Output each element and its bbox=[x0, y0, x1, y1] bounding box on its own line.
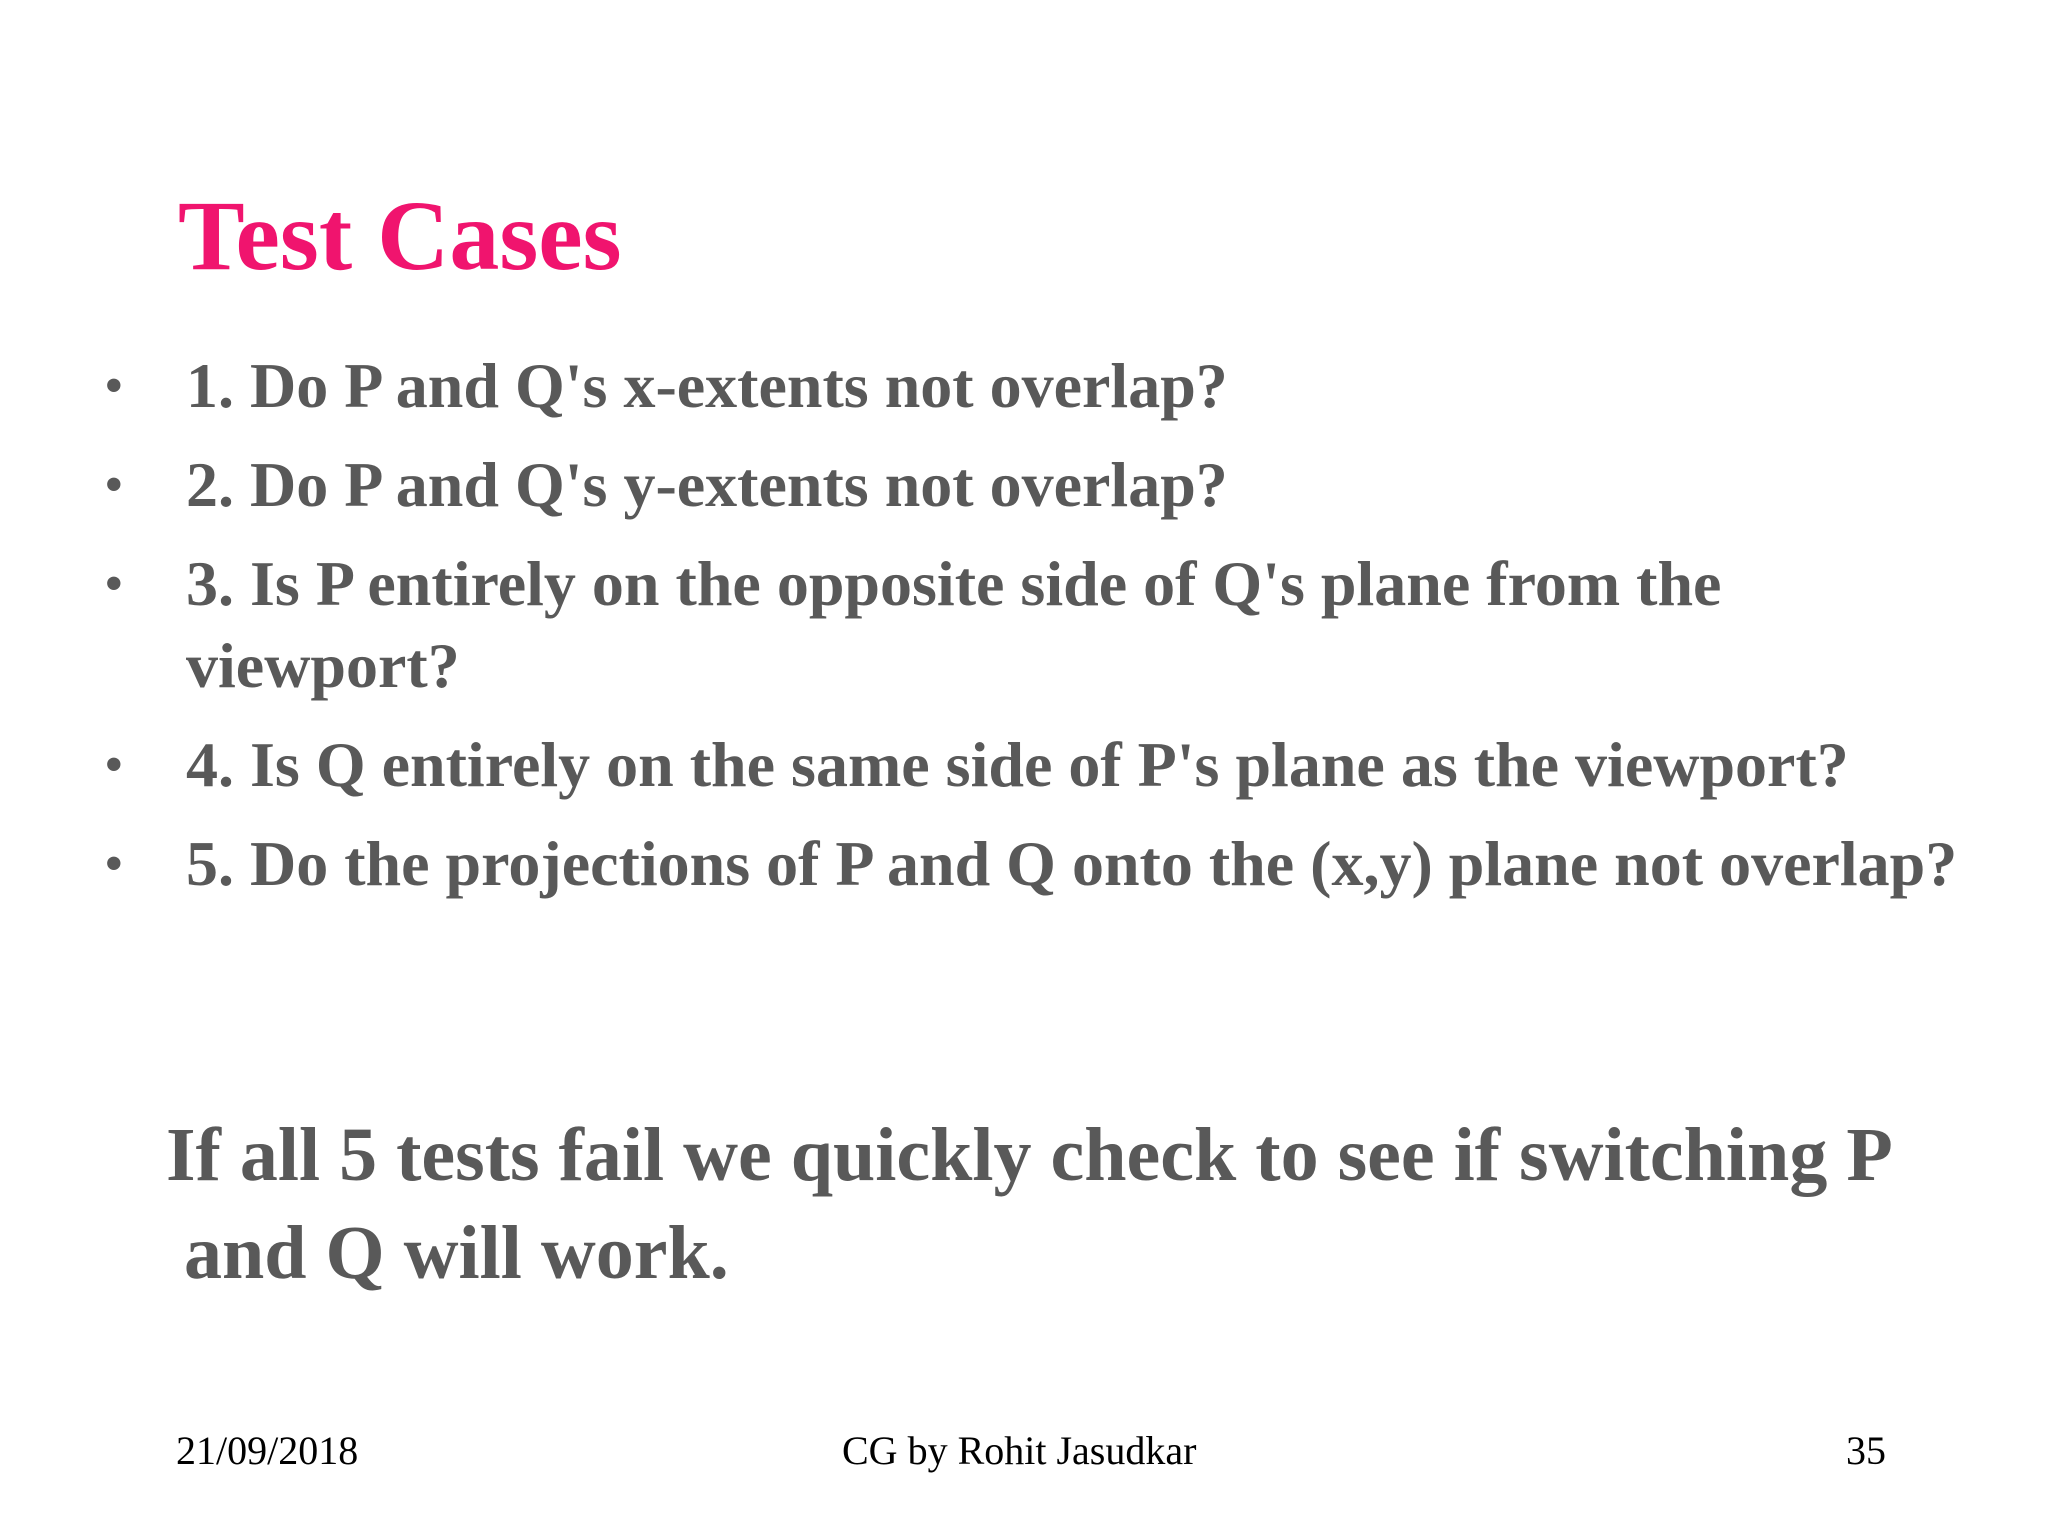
footer-author: CG by Rohit Jasudkar bbox=[842, 1428, 1197, 1473]
list-item-text: 1. Do P and Q's x-extents not overlap? bbox=[186, 350, 1228, 421]
bullet-icon: • bbox=[104, 355, 124, 417]
slide-title: Test Cases bbox=[178, 180, 622, 291]
list-item bbox=[104, 345, 2004, 427]
bullet-icon: • bbox=[104, 553, 124, 615]
list-item-text: 2. Do P and Q's y-extents not overlap? bbox=[186, 449, 1228, 520]
conclusion-line-1: If all 5 tests fail we quickly check to see if switching P bbox=[166, 1113, 1893, 1197]
list-item bbox=[104, 724, 2004, 806]
list-item bbox=[104, 444, 2004, 526]
bullet-icon: • bbox=[104, 454, 124, 516]
list-item bbox=[104, 543, 2004, 707]
list-item-text: 3. Is P entirely on the opposite side of Q's plane from the viewport? bbox=[186, 548, 1722, 701]
bullet-icon: • bbox=[104, 734, 124, 796]
conclusion-text bbox=[166, 1106, 2026, 1302]
list-item-text: 4. Is Q entirely on the same side of P's plane as the viewport? bbox=[186, 729, 1849, 800]
list-item-text: 5. Do the projections of P and Q onto the (x,y) plane not overlap? bbox=[186, 828, 1958, 899]
footer-date: 21/09/2018 bbox=[176, 1428, 359, 1473]
bullet-icon: • bbox=[104, 833, 124, 895]
conclusion-line-2: and Q will work. bbox=[184, 1211, 729, 1295]
test-case-list bbox=[104, 345, 2004, 922]
page-number: 35 bbox=[1846, 1428, 1886, 1473]
list-item bbox=[104, 823, 2004, 905]
